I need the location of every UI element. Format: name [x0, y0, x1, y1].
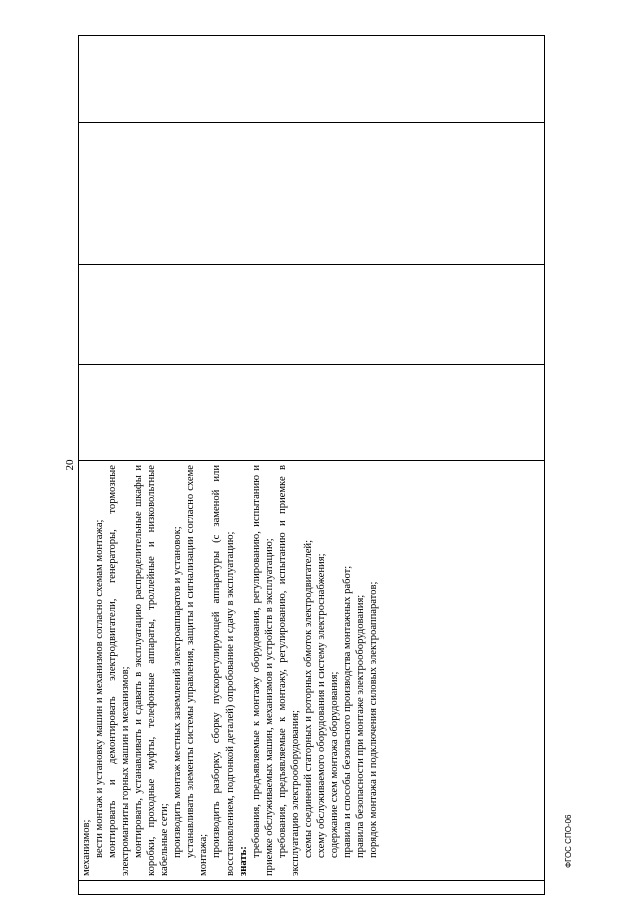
rotated-page	[50, 35, 550, 895]
content-line: схемы соединений статорных и роторных обмоток электродвигателей;	[302, 539, 314, 858]
skills-knowledge-text	[79, 461, 380, 880]
table-cell-index	[79, 881, 545, 895]
content-line: устанавливать элементы системы управления, защиты и сигнализации согласно схеме монтажа;	[185, 465, 210, 876]
content-line: механизмов;	[81, 819, 92, 876]
table-cell-content	[79, 461, 545, 881]
table-cell-hours-max	[79, 365, 545, 461]
content-line: производить монтаж местных заземлений электроаппаратов и установок;	[172, 526, 184, 858]
content-line: вести монтаж и установку машин и механизмов согласно схемам монтажа;	[94, 519, 106, 858]
content-line: монтировать и демонтировать электродвигатели, генераторы, тормозные электромагниты горных машин и механизмов;	[107, 465, 132, 876]
content-line: производить разборку, сборку пускорегулирующей аппаратуры (с заменой или восстановлением, подгонкой деталей) опробование и сдачу в эксплуатацию;	[211, 465, 236, 876]
competency-table	[78, 35, 545, 895]
content-line: порядок монтажа и подключения силовых электроаппаратов;	[368, 581, 380, 858]
table-cell-competencies	[79, 36, 545, 123]
content-line: правила и способы безопасного производства монтажных работ;	[341, 565, 353, 858]
content-line: содержание схем монтажа оборудования;	[328, 671, 340, 858]
content-line: схему обслуживаемого оборудования и систему электроснабжения;	[315, 553, 327, 858]
table-row	[79, 36, 545, 895]
content-line: требования, предъявляемые к монтажу оборудования, регулированию, испытанию и приемке обслуживаемых машин, механизмов и устройств в эксплуатацию;	[250, 465, 275, 876]
table-cell-disciplines	[79, 123, 545, 265]
content-line: монтировать, устанавливать и сдавать в эксплуатацию распределительные шкафы и коробки, проходные муфты, телефонные аппараты, троллейные и низковольтные кабельные сети;	[133, 465, 171, 876]
section-heading: знать:	[237, 846, 249, 876]
content-line: правила безопасности при монтаже электрооборудования;	[354, 594, 366, 858]
content-line: требования, предъявляемые к монтажу, регулированию, испытанию и приемке в эксплуатацию электрооборудования;	[276, 465, 301, 876]
document-code: ФГОС СПО-06	[564, 814, 573, 868]
page-number: 20	[64, 459, 76, 471]
table-cell-hours-required	[79, 265, 545, 365]
